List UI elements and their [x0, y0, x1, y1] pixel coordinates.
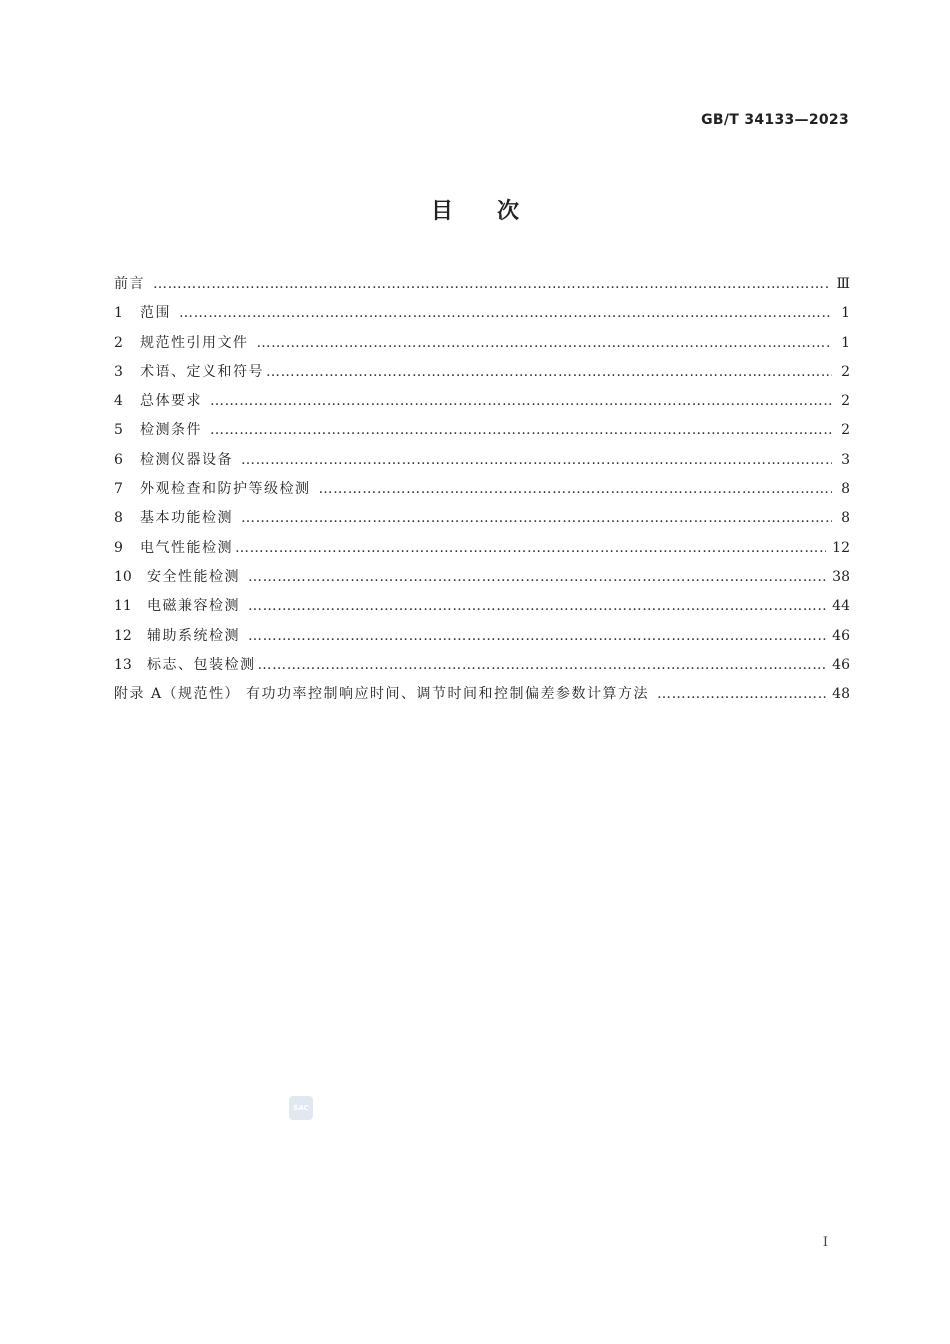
- toc-leader-dots: [258, 651, 827, 680]
- toc-entry-page: 38: [832, 568, 850, 585]
- toc-leader-dots: [153, 270, 830, 299]
- toc-entry-number: 10: [114, 568, 132, 585]
- toc-entry-text: 规范性引用文件: [140, 334, 249, 351]
- toc-leader-dots: [210, 387, 832, 416]
- toc-entry-3[interactable]: [114, 358, 850, 387]
- toc-entry-page: 46: [832, 656, 850, 673]
- toc-entry-number: 13: [114, 656, 132, 673]
- toc-entry-text: 检测条件: [140, 422, 202, 439]
- toc-entry-text: 安全性能检测: [147, 568, 240, 585]
- toc-entry-annex-a[interactable]: [114, 680, 850, 709]
- toc-entry-page: 8: [841, 510, 850, 527]
- toc-leader-dots: [257, 329, 833, 358]
- toc-leader-dots: [235, 534, 826, 563]
- toc-entry-page: 44: [832, 598, 850, 615]
- toc-entry-12[interactable]: [114, 622, 850, 651]
- toc-entry-text: 检测仪器设备: [140, 451, 233, 468]
- toc-entry-13[interactable]: [114, 651, 850, 680]
- toc-entry-text: 外观检查和防护等级检测: [140, 481, 311, 498]
- toc-entry-text: 基本功能检测: [140, 510, 233, 527]
- toc-entry-foreword[interactable]: [114, 270, 850, 299]
- toc-entry-8[interactable]: [114, 504, 850, 533]
- toc-leader-dots: [241, 504, 832, 533]
- toc-entry-text: 电磁兼容检测: [147, 598, 240, 615]
- toc-entry-page: 1: [841, 334, 850, 351]
- toc-entry-page: 3: [841, 451, 850, 468]
- toc-entry-text: 电气性能检测: [140, 539, 233, 556]
- toc-entry-4[interactable]: [114, 387, 850, 416]
- toc-entry-2[interactable]: [114, 329, 850, 358]
- toc-leader-dots: [319, 475, 833, 504]
- toc-entry-text: 术语、定义和符号: [140, 363, 264, 380]
- page-number: I: [822, 1235, 828, 1250]
- toc-entry-text: 附录 A（规范性） 有功功率控制响应时间、调节时间和控制偏差参数计算方法: [114, 686, 650, 703]
- table-of-contents: [114, 270, 850, 709]
- page-title: 目次: [430, 199, 563, 224]
- sac-watermark-logo: SAC: [289, 1096, 313, 1120]
- toc-leader-dots: [248, 622, 826, 651]
- toc-entry-5[interactable]: [114, 416, 850, 445]
- toc-entry-9[interactable]: [114, 534, 850, 563]
- toc-leader-dots: [266, 358, 832, 387]
- toc-leader-dots: [248, 563, 826, 592]
- toc-entry-number: 8: [114, 510, 123, 527]
- toc-entry-number: 5: [114, 422, 123, 439]
- toc-leader-dots: [179, 299, 832, 328]
- toc-leader-dots: [241, 446, 832, 475]
- toc-entry-page: 8: [841, 481, 850, 498]
- toc-entry-6[interactable]: [114, 446, 850, 475]
- toc-leader-dots: [248, 592, 826, 621]
- toc-entry-7[interactable]: [114, 475, 850, 504]
- toc-entry-number: 11: [114, 598, 132, 615]
- toc-entry-number: 6: [114, 451, 123, 468]
- toc-entry-page: Ⅲ: [836, 276, 850, 292]
- toc-entry-10[interactable]: [114, 563, 850, 592]
- toc-leader-dots: [210, 416, 832, 445]
- toc-entry-text: 辅助系统检测: [147, 627, 240, 644]
- toc-entry-page: 2: [841, 422, 850, 439]
- toc-entry-page: 12: [832, 539, 850, 556]
- toc-entry-number: 9: [114, 539, 123, 556]
- toc-entry-page: 48: [832, 686, 850, 703]
- toc-entry-1[interactable]: [114, 299, 850, 328]
- toc-entry-page: 46: [832, 627, 850, 644]
- toc-entry-number: 7: [114, 481, 123, 498]
- toc-entry-number: 12: [114, 627, 132, 644]
- toc-entry-number: 1: [114, 305, 123, 322]
- standard-number: GB/T 34133—2023: [701, 112, 849, 128]
- toc-entry-page: 2: [841, 363, 850, 380]
- toc-entry-number: 3: [114, 363, 123, 380]
- toc-entry-text: 标志、包装检测: [147, 656, 256, 673]
- toc-entry-11[interactable]: [114, 592, 850, 621]
- toc-entry-number: 4: [114, 393, 123, 410]
- toc-entry-number: 2: [114, 334, 123, 351]
- toc-leader-dots: [657, 680, 826, 709]
- toc-entry-page: 2: [841, 393, 850, 410]
- toc-entry-text: 前言: [114, 276, 145, 292]
- toc-entry-text: 范围: [140, 305, 171, 322]
- toc-entry-text: 总体要求: [140, 393, 202, 410]
- toc-entry-page: 1: [841, 305, 850, 322]
